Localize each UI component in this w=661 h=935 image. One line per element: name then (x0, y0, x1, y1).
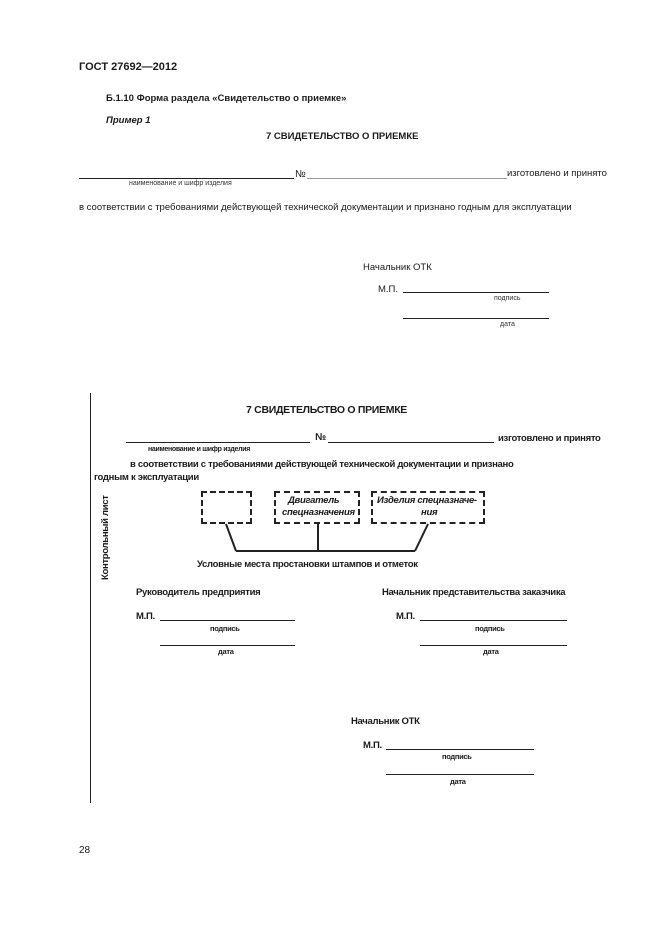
date-caption: дата (500, 321, 515, 328)
stamp-product-line-1: Изделия спецназначе- (377, 495, 477, 506)
otk-head-label: Начальник ОТК (363, 262, 432, 273)
stamp-place-label: М.П. (378, 284, 399, 295)
compliance-line-1: в соответствии с требованиями действующей технической документации и признано (130, 459, 514, 470)
otk-stamp-place: М.П. (363, 740, 382, 751)
stamp-product-line-2: ния (421, 507, 438, 518)
enterprise-date-caption: дата (218, 647, 234, 656)
name-caption-2: наименование и шифр изделия (148, 446, 251, 453)
number-sign-2: № (315, 432, 326, 443)
compliance-line-2: годным к эксплуатации (94, 472, 199, 483)
compliance-text: в соответствии с требованиями действующей технической документации и признано годным для эксплуатации (79, 202, 572, 213)
stamp-engine-line-2: спецназначения (282, 507, 355, 518)
example1-heading: 7 СВИДЕТЕЛЬСТВО О ПРИЕМКЕ (266, 131, 419, 142)
customer-date-caption: дата (483, 647, 499, 656)
control-sheet-label: Контрольный лист (100, 495, 111, 580)
example-label: Пример 1 (106, 115, 151, 126)
customer-date-line (420, 645, 567, 646)
otk-head-label-2: Начальник ОТК (351, 716, 420, 727)
enterprise-stamp-place: М.П. (136, 611, 155, 622)
enterprise-signature-line (160, 620, 295, 621)
enterprise-head-label: Руководитель предприятия (136, 587, 261, 598)
otk-signature-caption: подпись (442, 752, 472, 761)
stamps-caption: Условные места простановки штампов и отметок (197, 559, 418, 570)
number-sign: № (295, 169, 306, 180)
otk-signature-line (386, 749, 534, 750)
page-number: 28 (79, 845, 91, 856)
customer-signature-line (420, 620, 567, 621)
otk-date-caption: дата (450, 777, 466, 786)
name-caption: наименование и шифр изделия (129, 180, 232, 187)
made-accepted-text: изготовлено и принято (507, 168, 607, 179)
otk-date-line (386, 774, 534, 775)
enterprise-signature-caption: подпись (210, 624, 240, 633)
customer-head-label: Начальник представительства заказчика (382, 587, 566, 598)
document-code: ГОСТ 27692—2012 (79, 61, 178, 73)
signature-caption: подпись (494, 295, 521, 302)
stamp-engine-line-1: Двигатель (288, 495, 340, 506)
made-accepted-text-2: изготовлено и принято (498, 433, 601, 444)
customer-signature-caption: подпись (475, 624, 505, 633)
enterprise-date-line (160, 645, 295, 646)
example2-heading: 7 СВИДЕТЕЛЬСТВО О ПРИЕМКЕ (246, 404, 408, 416)
customer-stamp-place: М.П. (396, 611, 415, 622)
section-title: Б.1.10 Форма раздела «Свидетельство о приемке» (106, 93, 347, 104)
